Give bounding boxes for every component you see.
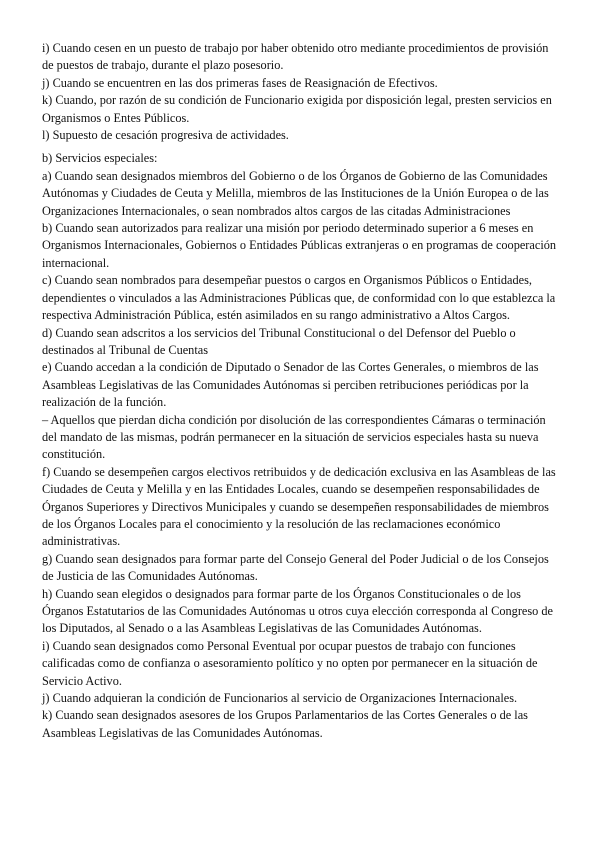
paragraph-case-i: i) Cuando cesen en un puesto de trabajo por haber obtenido otro mediante procedimientos de provisión de puestos de trabajo, durante el plazo posesorio. [42,41,549,73]
paragraph-special-a: a) Cuando sean designados miembros del Gobierno o de los Órganos de Gobierno de las Comunidades Autónomas y Ciudades de Ceuta y Melilla, miembros de las Instituciones de la Unión Europea o de las Organizaciones Internacionales, o sean nombrados altos cargos de las citadas Administraciones [42,168,549,218]
paragraph-case-l: l) Supuesto de cesación progresiva de actividades. [42,128,289,143]
paragraph-special-e: e) Cuando accedan a la condición de Diputado o Senador de las Cortes Generales, o miembros de las Asambleas Legislativas de las Comunidades Autónomas si perciben retribuciones periódicas por la realización de la función. [42,360,539,410]
section-active-service-cases [42,40,562,144]
paragraph-special-g: g) Cuando sean designados para formar parte del Consejo General del Poder Judicial o de los Consejos de Justicia de las Comunidades Autónomas. [42,551,549,584]
paragraph-special-e-note: – Aquellos que pierdan dicha condición por disolución de las correspondientes Cámaras o terminación del mandato de las mismas, podrán permanecer en la situación de servicios especiales hasta su nueva constitución. [42,412,546,462]
paragraph-case-k: k) Cuando, por razón de su condición de Funcionario exigida por disposición legal, presten servicios en Organismos o Entes Públicos. [42,93,552,125]
paragraph-special-j: j) Cuando adquieran la condición de Funcionarios al servicio de Organizaciones Internacionales. [42,691,518,706]
paragraph-special-c: c) Cuando sean nombrados para desempeñar puestos o cargos en Organismos Públicos o Entidades, dependientes o vinculados a las Administraciones Públicas que, de conformidad con lo que establezca la respectiva Administración Pública, estén asimilados en su rango administrativo a Altos Cargos. [42,273,556,323]
paragraph-case-j: j) Cuando se encuentren en las dos primeras fases de Reasignación de Efectivos. [42,75,438,90]
section-special-services [42,150,562,742]
paragraph-special-f: f) Cuando se desempeñen cargos electivos retribuidos y de dedicación exclusiva en las Asambleas de las Ciudades de Ceuta y Melilla y en las Entidades Locales, cuando se desempeñen responsabilidades de Órganos Superiores y Directivos Municipales y cuando se desempeñen responsabilidades de miembros de los Órganos Locales para el conocimiento y la resolución de las reclamaciones económico administrativas. [42,464,556,549]
paragraph-special-i: i) Cuando sean designados como Personal Eventual por ocupar puestos de trabajo con funciones calificadas como de confianza o asesoramiento político y no opten por permanecer en la situación de Servicio Activo. [42,638,538,688]
paragraph-special-d: d) Cuando sean adscritos a los servicios del Tribunal Constitucional o del Defensor del Pueblo o destinados al Tribunal de Cuentas [42,325,516,357]
section-heading-special-services: b) Servicios especiales: [42,151,158,166]
paragraph-special-k: k) Cuando sean designados asesores de los Grupos Parlamentarios de las Cortes Generales o de las Asambleas Legislativas de las Comunidades Autónomas. [42,708,528,740]
paragraph-special-b: b) Cuando sean autorizados para realizar una misión por periodo determinado superior a 6 meses en Organismos Internacionales, Gobiernos o Entidades Públicas extranjeras o en programas de cooperación internacional. [42,221,557,270]
paragraph-special-h: h) Cuando sean elegidos o designados para formar parte de los Órganos Constitucionales o de los Órganos Estatutarios de las Comunidades Autónomas u otros cuya elección corresponda al Congreso de los Diputados, al Senado o a las Asambleas Legislativas de las Comunidades Autónomas. [42,586,553,636]
document-page [42,40,562,742]
